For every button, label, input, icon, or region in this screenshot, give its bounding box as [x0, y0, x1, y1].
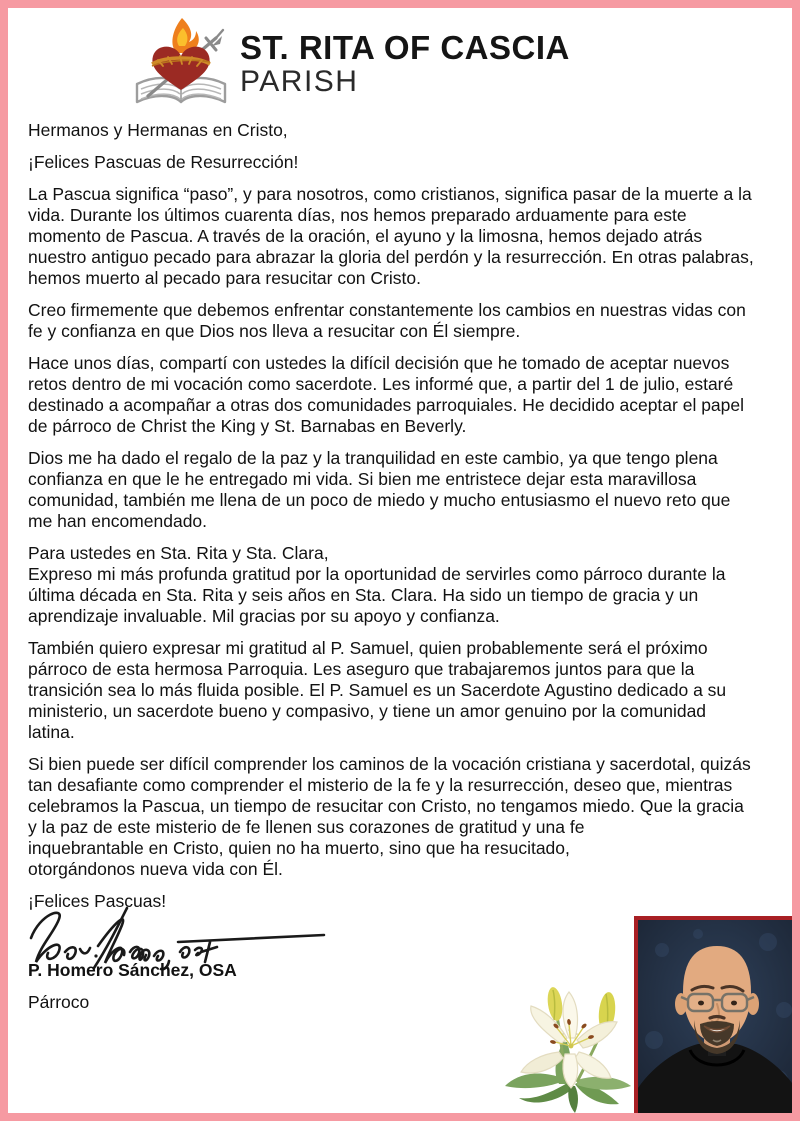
letter-body: [28, 120, 754, 1013]
letter-content: [8, 8, 792, 1013]
signatory-role: Párroco: [28, 992, 90, 1012]
parish-subtitle: PARISH: [240, 65, 359, 98]
paragraph: La Pascua significa “paso”, y para nosotros, como cristianos, significa pasar de la muerte a la vida. Durante los últimos cuarenta días, nos hemos preparado arduamente para este momento de Pascua. A través de la oración, el ayuno y la limosna, hemos dejado atrás nuestro antiguo pecado para abrazar la gloria del perdón y la resurrección. En otras palabras, hemos muerto al pecado para resucitar con Cristo.: [28, 184, 754, 288]
parish-header: [128, 16, 754, 112]
paragraph: Para ustedes en Sta. Rita y Sta. Clara,: [28, 543, 329, 563]
paragraph: Si bien puede ser difícil comprender los caminos de la vocación cristiana y sacerdotal, quizás tan desafiante como comprender el misterio de la fe y la resurrección, deseo que, mientras celebramos la Pascua, un tiempo de resucitar con Cristo, no tengamos miedo. Que la gracia y la paz de este misterio de fe llenen sus corazones de gratitud y una fe inquebrantable en Cristo, quien no ha muerto, sino que ha resucitado, otorgándonos nueva vida con Él.: [28, 754, 751, 879]
sacred-heart-book-logo-icon: [128, 16, 234, 112]
paragraph: Hace unos días, compartí con ustedes la difícil decisión que he tomado de aceptar nuevos retos dentro de mi vocación como sacerdote. Les informé que, a partir del 1 de julio, estaré destinado a acompañar a otras dos comunidades parroquiales. He decidido aceptar el papel de párroco de Christ the King y St. Barnabas en Beverly.: [28, 353, 745, 436]
parish-title-block: [240, 31, 570, 97]
parish-name: ST. RITA OF CASCIA: [240, 29, 570, 66]
paragraph: También quiero expresar mi gratitud al P. Samuel, quien probablemente será el próximo párroco de esta hermosa Parroquia. Les aseguro que trabajaremos juntos para que la transición sea lo más fluida posible. El P. Samuel es un Sacerdote Agustino dedicado a su ministerio, un sacerdote bueno y compasivo, y tiene un amor genuino por la comunidad latina.: [28, 638, 727, 742]
salutation: Hermanos y Hermanas en Cristo,: [28, 120, 288, 140]
signatory-name: P. Homero Sánchez, OSA: [28, 960, 237, 980]
paragraph: Expreso mi más profunda gratitud por la oportunidad de servirles como párroco durante la última década en Sta. Rita y seis años en Sta. Clara. Ha sido un tiempo de gracia y un aprendizaje invaluable. Mil gracias por su apoyo y confianza.: [28, 564, 726, 626]
greeting: ¡Felices Pascuas de Resurrección!: [28, 152, 299, 172]
priest-portrait-photo: [634, 916, 800, 1120]
paragraph: Creo firmemente que debemos enfrentar constantemente los cambios en nuestras vidas con fe y confianza en que Dios nos lleva a resucitar con Él siempre.: [28, 300, 746, 341]
paragraph: Dios me ha dado el regalo de la paz y la tranquilidad en este cambio, ya que tengo plena confianza en que le he entregado mi vida. Si bien me entristece dejar esta maravillosa comunidad, también me llena de un poco de miedo y mucho entusiasmo el nuevo reto que me han encomendado.: [28, 448, 731, 531]
closing-line: ¡Felices Pascuas!: [28, 891, 167, 911]
easter-lily-illustration: [499, 982, 646, 1115]
